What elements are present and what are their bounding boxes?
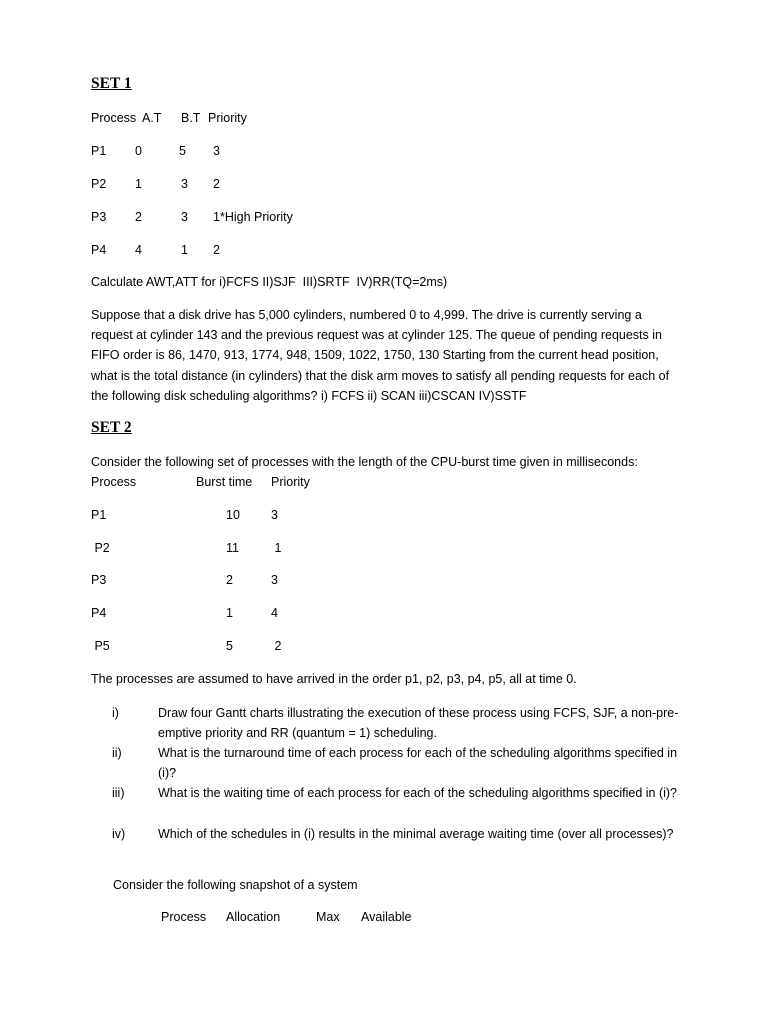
table-row [0, 605, 768, 621]
header-process: Process [91, 111, 137, 125]
table-row [0, 572, 768, 588]
header-arrival-time: A.T [142, 111, 162, 125]
table-row [0, 209, 768, 225]
cell-burst: 1 [181, 243, 188, 257]
header-process: Process [161, 910, 207, 924]
set2-table-header [0, 474, 768, 490]
cell-priority: 2 [271, 639, 282, 653]
list-item-number: i) [112, 706, 119, 720]
cell-burst: 10 [226, 508, 240, 522]
cell-arrival: 1 [135, 177, 142, 191]
header-available: Available [361, 910, 412, 924]
list-item-text: What is the waiting time of each process for each of the scheduling algorithms specified in (i)? [158, 786, 678, 800]
list-item-number: ii) [112, 746, 122, 760]
cell-process: P2 [91, 541, 110, 555]
snapshot-table-header [0, 909, 768, 925]
cell-burst: 11 [226, 541, 239, 555]
set1-calculate-line: Calculate AWT,ATT for i)FCFS II)SJF III)SRTF IV)RR(TQ=2ms) [91, 275, 448, 289]
cell-priority: 4 [271, 606, 278, 620]
list-item-text: Which of the schedules in (i) results in the minimal average waiting time (over all processes)? [158, 827, 674, 841]
header-burst-time: Burst time [196, 475, 253, 489]
list-item [112, 703, 682, 743]
disk-scheduling-question: Suppose that a disk drive has 5,000 cylinders, numbered 0 to 4,999. The drive is currently serving a request at cylinder 143 and the previous request was at cylinder 125. The queue of pending requests in FIFO order is 86, 1470, 913, 1774, 948, 1509, 1022, 1750, 130 Starting from the current head position, what is the total distance (in cylinders) that the disk arm moves to satisfy all pending requests for each of the following disk scheduling algorithms? i) FCFS ii) SCAN iii)CSCAN IV)SSTF [91, 308, 670, 403]
table-row [0, 540, 768, 556]
list-item [112, 783, 682, 823]
cell-arrival: 4 [135, 243, 142, 257]
header-process: Process [91, 475, 137, 489]
list-item-number: iv) [112, 827, 126, 841]
cell-process: P1 [91, 144, 107, 158]
set1-heading: SET 1 [91, 75, 132, 92]
cell-burst: 1 [226, 606, 233, 620]
list-item [112, 743, 682, 783]
header-max: Max [316, 910, 340, 924]
cell-burst: 2 [226, 573, 233, 587]
cell-priority: 3 [271, 573, 278, 587]
table-row [0, 638, 768, 654]
cell-burst: 5 [226, 639, 233, 653]
cell-priority: 3 [271, 508, 278, 522]
cell-burst: 5 [179, 144, 186, 158]
cell-priority: 1*High Priority [213, 210, 293, 224]
list-item [112, 824, 682, 864]
set2-heading: SET 2 [91, 419, 132, 436]
cell-priority: 3 [213, 144, 220, 158]
table-row [0, 507, 768, 523]
cell-process: P1 [91, 508, 107, 522]
cell-priority: 1 [271, 541, 282, 555]
set2-intro: Consider the following set of processes with the length of the CPU-burst time given in milliseconds: [91, 455, 638, 469]
cell-arrival: 0 [135, 144, 142, 158]
cell-priority: 2 [213, 177, 220, 191]
cell-process: P5 [91, 639, 110, 653]
header-priority: Priority [208, 111, 247, 125]
cell-process: P4 [91, 606, 107, 620]
list-item-text: Draw four Gantt charts illustrating the execution of these process using FCFS, SJF, a non-pre-emptive priority and RR (quantum = 1) scheduling. [158, 706, 679, 741]
cell-burst: 3 [181, 177, 188, 191]
header-priority: Priority [271, 475, 310, 489]
cell-priority: 2 [213, 243, 220, 257]
list-item-number: iii) [112, 786, 125, 800]
cell-burst: 3 [181, 210, 188, 224]
table-row [0, 143, 768, 159]
header-allocation: Allocation [226, 910, 281, 924]
arrival-note: The processes are assumed to have arrived in the order p1, p2, p3, p4, p5, all at time 0. [91, 672, 577, 686]
cell-process: P3 [91, 573, 107, 587]
cell-process: P2 [91, 177, 107, 191]
cell-arrival: 2 [135, 210, 142, 224]
cell-process: P3 [91, 210, 107, 224]
list-item-text: What is the turnaround time of each process for each of the scheduling algorithms specified in (i)? [158, 746, 678, 781]
table-row [0, 176, 768, 192]
header-burst-time: B.T [181, 111, 201, 125]
cell-process: P4 [91, 243, 107, 257]
set1-table-header [0, 110, 768, 126]
snapshot-intro: Consider the following snapshot of a system [113, 878, 358, 892]
table-row [0, 242, 768, 258]
